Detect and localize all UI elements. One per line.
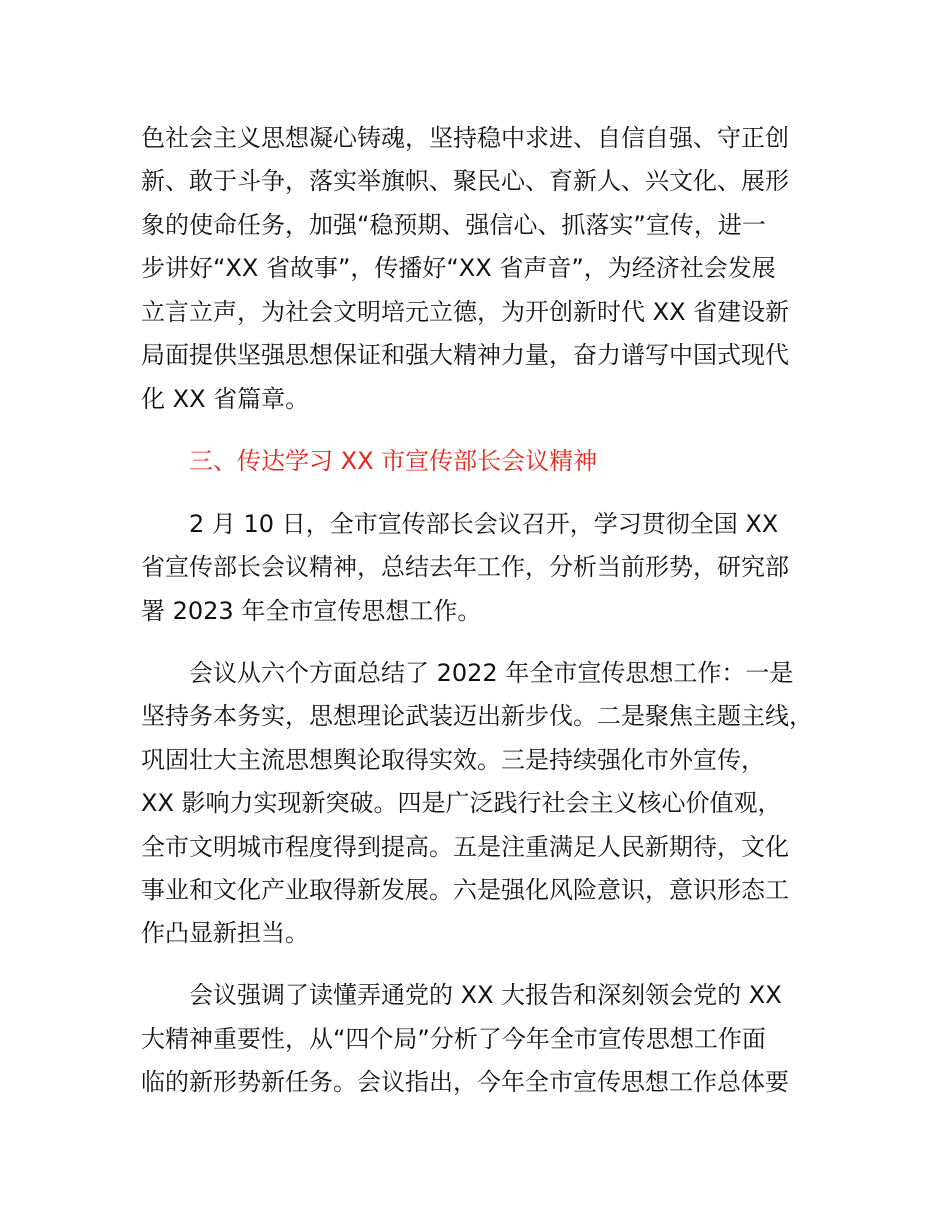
paragraph-line: 会议从六个方面总结了 2022 年全市宣传思想工作：一是 — [189, 659, 794, 687]
paragraph-line: 省宣传部长会议精神，总结去年工作，分析当前形势，研究部 — [141, 553, 789, 581]
paragraph-line: 象的使命任务，加强“稳预期、强信心、抓落实”宣传，进一 — [141, 211, 766, 239]
paragraph-line: 会议强调了读懂弄通党的 XX 大报告和深刻领会党的 XX — [189, 981, 782, 1009]
paragraph-line: 立言立声，为社会文明培元立德，为开创新时代 XX 省建设新 — [141, 298, 790, 326]
paragraph-line: 2 月 10 日，全市宣传部长会议召开，学习贯彻全国 XX — [189, 510, 779, 538]
paragraph-line: 新、敢于斗争，落实举旗帜、聚民心、育新人、兴文化、展形 — [141, 167, 789, 195]
paragraph-line: 坚持务本务实，思想理论武装迈出新步伐。二是聚焦主题主线， — [141, 702, 813, 730]
paragraph-line: 大精神重要性，从“四个局”分析了今年全市宣传思想工作面 — [141, 1025, 766, 1053]
paragraph-line: 巩固壮大主流思想舆论取得实效。三是持续强化市外宣传， — [141, 746, 765, 774]
paragraph-line: XX 影响力实现新突破。四是广泛践行社会主义核心价值观， — [141, 789, 782, 817]
paragraph-line: 事业和文化产业取得新发展。六是强化风险意识，意识形态工 — [141, 876, 789, 904]
section-heading: 三、传达学习 XX 市宣传部长会议精神 — [189, 447, 598, 475]
paragraph-line: 色社会主义思想凝心铸魂，坚持稳中求进、自信自强、守正创 — [141, 124, 789, 152]
paragraph-line: 作凸显新担当。 — [141, 919, 309, 947]
paragraph-line: 化 XX 省篇章。 — [141, 385, 310, 413]
paragraph-line: 临的新形势新任务。会议指出，今年全市宣传思想工作总体要 — [141, 1068, 789, 1096]
paragraph-line: 全市文明城市程度得到提高。五是注重满足人民新期待，文化 — [141, 833, 789, 861]
paragraph-line: 步讲好“XX 省故事”，传播好“XX 省声音”，为经济社会发展 — [141, 254, 776, 282]
paragraph-line: 局面提供坚强思想保证和强大精神力量，奋力谱写中国式现代 — [141, 341, 789, 369]
paragraph-line: 署 2023 年全市宣传思想工作。 — [141, 597, 482, 625]
